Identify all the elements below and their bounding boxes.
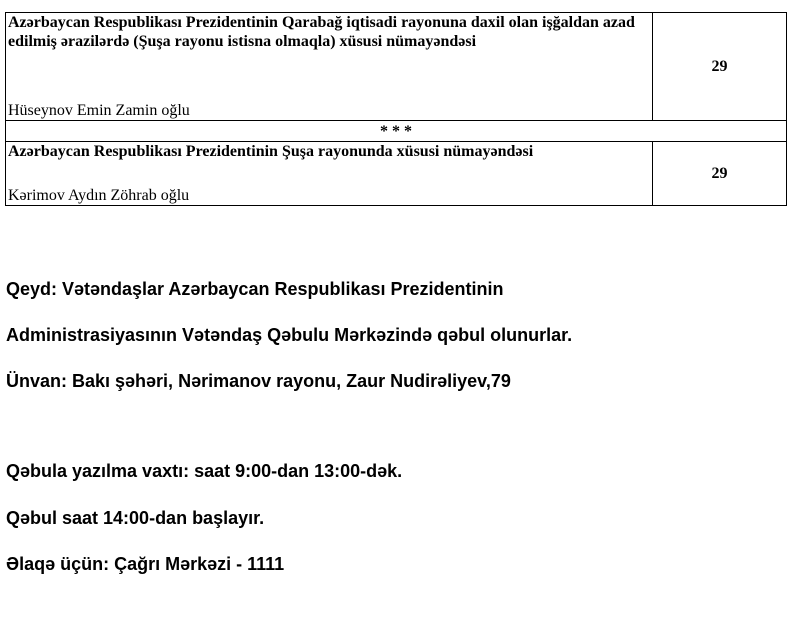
official-name: Hüseynov Emin Zamin oğlu <box>8 102 190 119</box>
note-line-1: Qeyd: Vətəndaşlar Azərbaycan Respublikası Prezidentinin <box>6 279 504 299</box>
reception-start-line: Qəbul saat 14:00-dan başlayır. <box>6 508 265 528</box>
separator-stars: * * * <box>6 121 787 142</box>
registration-time-line: Qəbula yazılma vaxtı: saat 9:00-dan 13:00-dək. <box>6 461 403 481</box>
table-row <box>6 13 787 121</box>
note-line-2: Administrasiyasının Vətəndaş Qəbulu Mərkəzində qəbul olunurlar. <box>6 325 573 345</box>
reception-schedule-table <box>5 12 787 206</box>
official-title: Azərbaycan Respublikası Prezidentinin Qarabağ iqtisadi rayonuna daxil olan işğaldan azad edilmiş ərazilərdə (Şuşa rayonu istisna olmaqla) xüsusi nümayəndəsi <box>8 14 635 50</box>
table-row <box>6 142 787 206</box>
contact-line: Əlaqə üçün: Çağrı Mərkəzi - 1111 <box>6 554 285 574</box>
table-separator-row <box>6 121 787 142</box>
official-name: Kərimov Aydın Zöhrab oğlu <box>8 187 190 204</box>
reception-day: 29 <box>653 142 787 206</box>
official-cell <box>6 142 653 206</box>
official-title: Azərbaycan Respublikası Prezidentinin Şuşa rayonunda xüsusi nümayəndəsi <box>8 143 534 160</box>
address-line: Ünvan: Bakı şəhəri, Nərimanov rayonu, Zaur Nudirəliyev,79 <box>6 371 511 391</box>
reception-day: 29 <box>653 13 787 121</box>
official-cell <box>6 13 653 121</box>
